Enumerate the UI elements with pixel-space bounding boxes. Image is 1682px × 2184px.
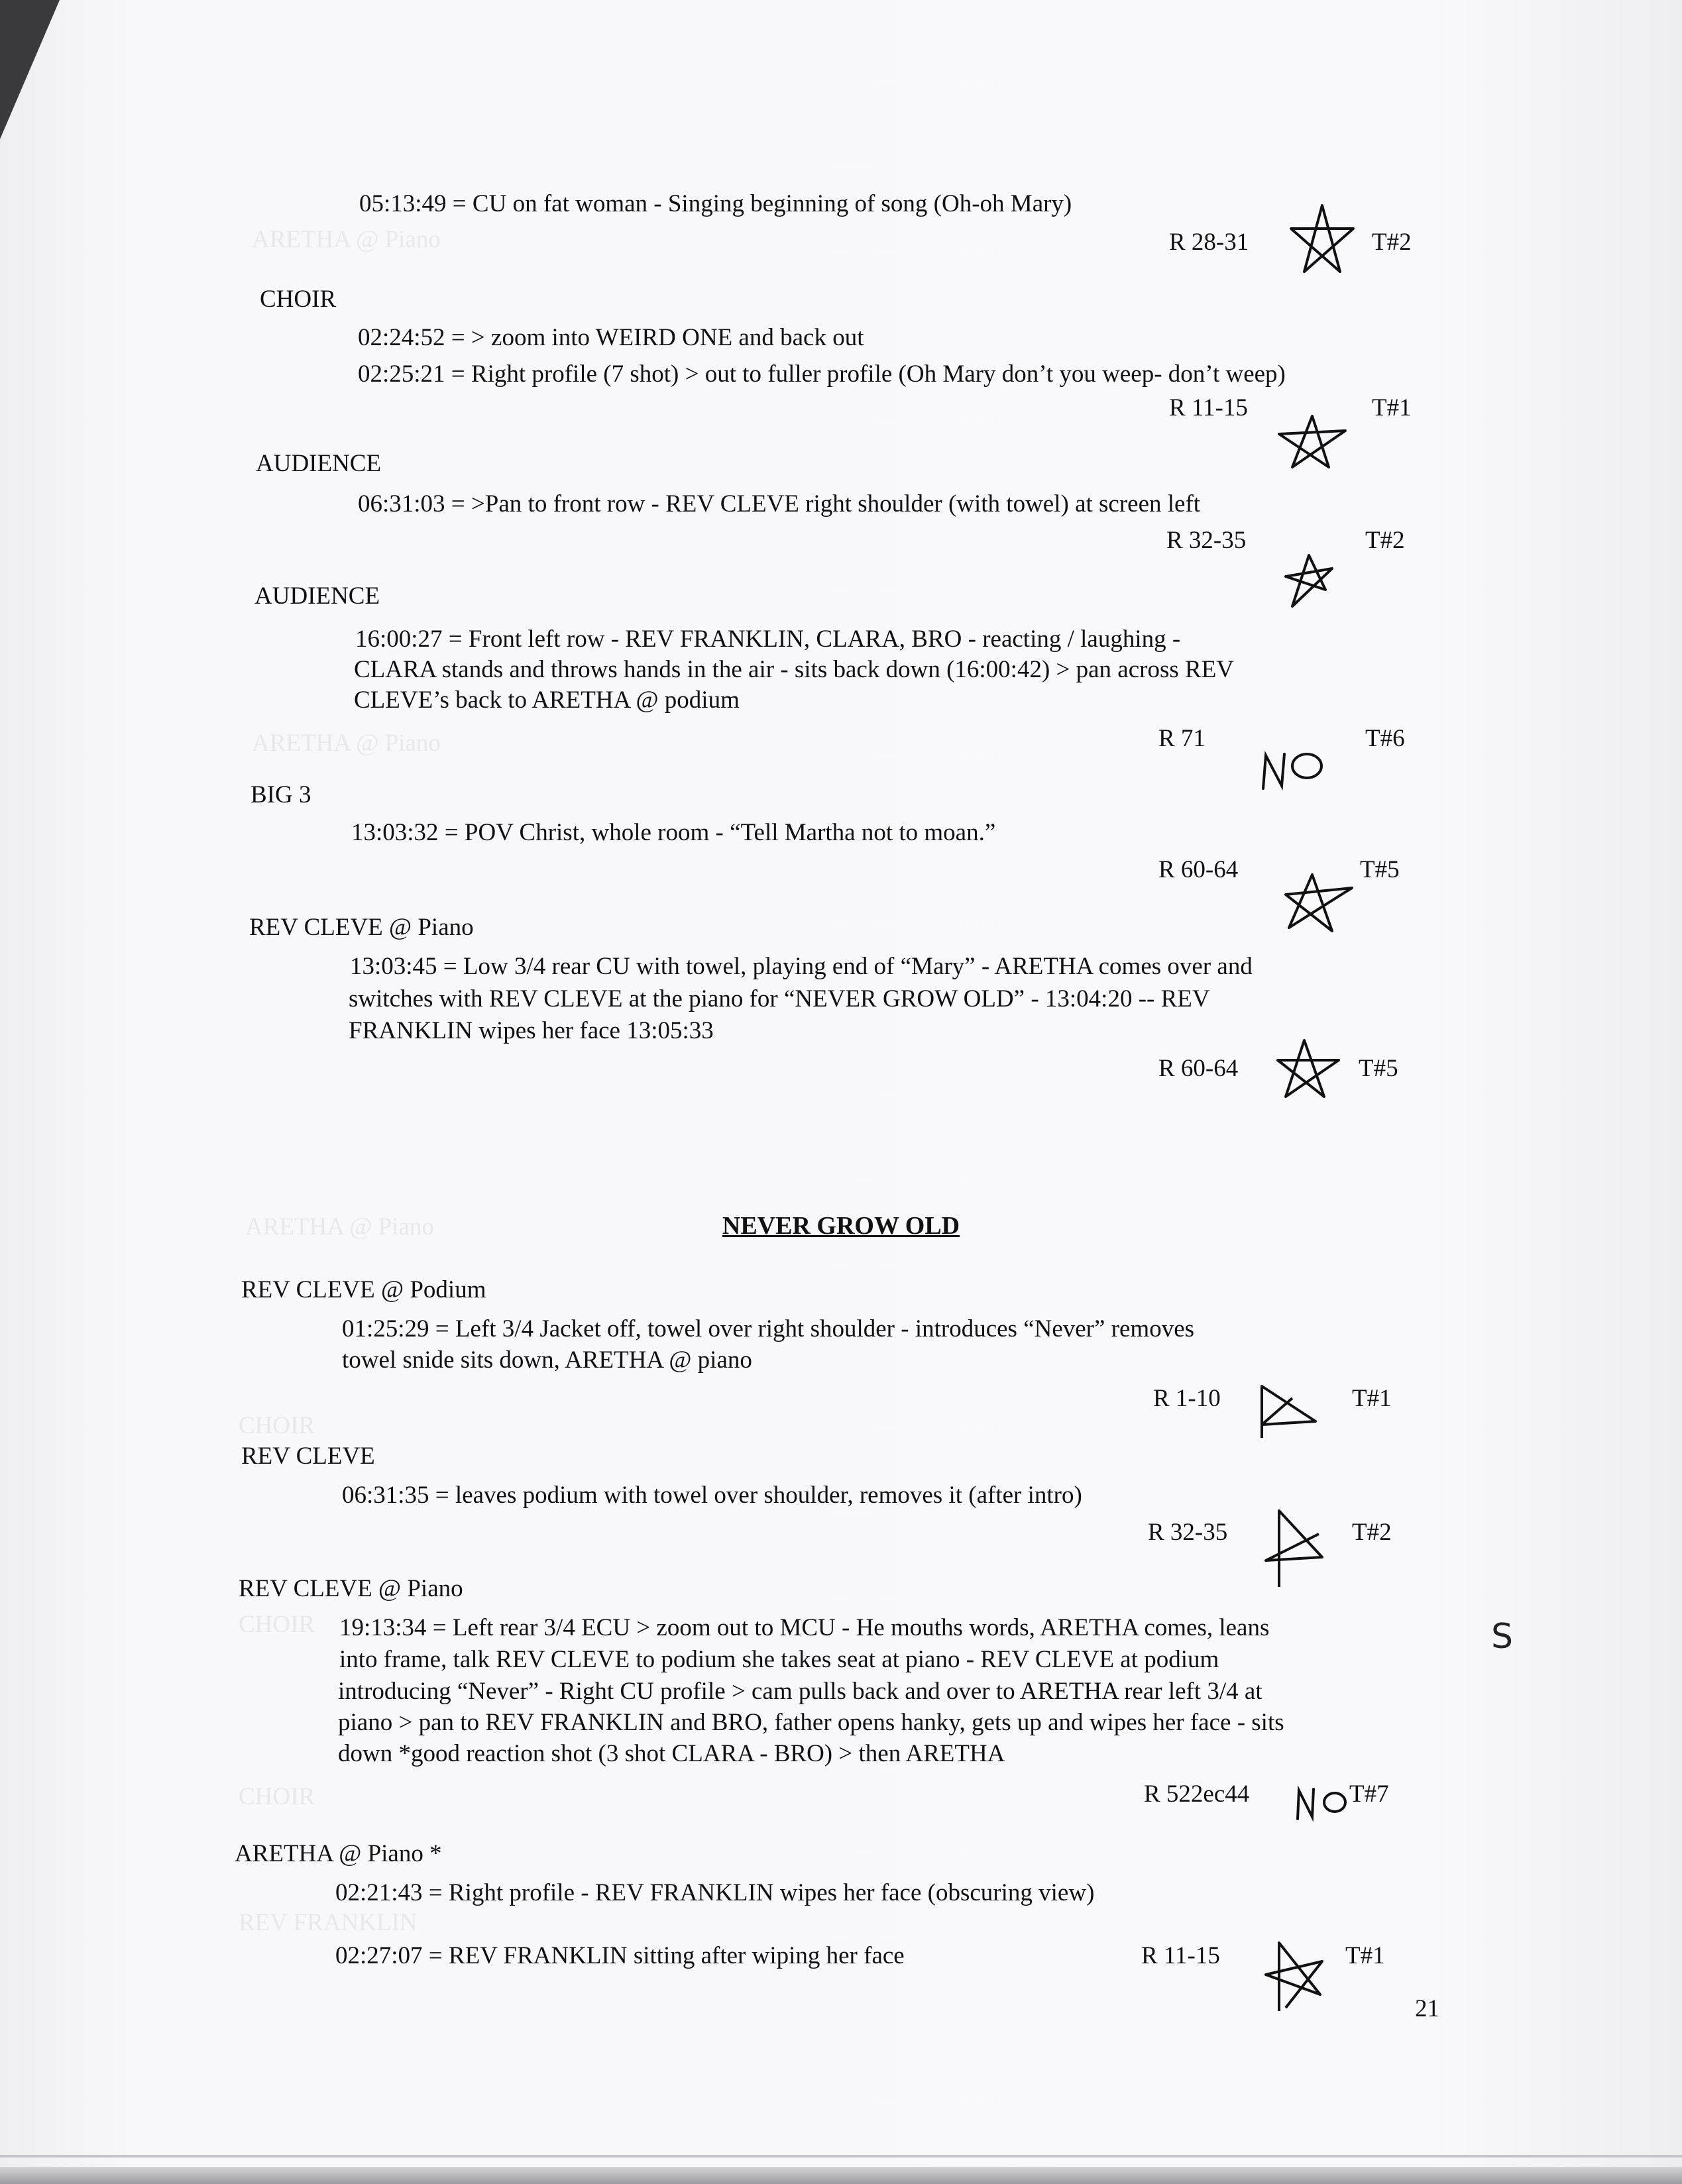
bleed-through-text: ARETHA @ Piano: [252, 730, 441, 757]
shot-line: 19:13:34 = Left rear 3/4 ECU > zoom out to MCU - He mouths words, ARETHA comes, leans: [339, 1614, 1270, 1641]
section-heading: AUDIENCE: [254, 582, 380, 610]
no-mark-icon: [1259, 742, 1332, 795]
tape-number: T#1: [1372, 394, 1412, 421]
shot-line: 13:03:32 = POV Christ, whole room - “Tell Martha not to moan.”: [351, 819, 996, 846]
shot-line: 13:03:45 = Low 3/4 rear CU with towel, playing end of “Mary” - ARETHA comes over and: [350, 953, 1253, 980]
shot-line: into frame, talk REV CLEVE to podium she takes seat at piano - REV CLEVE at podium: [339, 1646, 1219, 1673]
shot-line: introducing “Never” - Right CU profile > cam pulls back and over to ARETHA rear left 3/4 at: [338, 1678, 1262, 1705]
shot-line: piano > pan to REV FRANKLIN and BRO, father opens hanky, gets up and wipes her face - sits: [338, 1709, 1284, 1736]
tape-number: T#2: [1372, 229, 1412, 256]
section-heading: ARETHA @ Piano *: [235, 1840, 442, 1867]
scan-corner-shadow: [0, 0, 60, 139]
shot-line: 02:21:43 = Right profile - REV FRANKLIN wipes her face (obscuring view): [335, 1879, 1095, 1906]
bleed-through-text: CHOIR: [239, 1783, 315, 1810]
shot-line: switches with REV CLEVE at the piano for “NEVER GROW OLD” - 13:04:20 -- REV: [349, 985, 1210, 1012]
section-heading: REV CLEVE @ Podium: [241, 1276, 486, 1303]
star-mark-icon: [1286, 199, 1359, 278]
tape-number: T#6: [1365, 725, 1405, 752]
tape-number: T#2: [1365, 527, 1405, 554]
section-heading: REV CLEVE @ Piano: [239, 1575, 463, 1602]
tape-number: T#1: [1345, 1942, 1385, 1969]
star-mark-icon: [1279, 550, 1339, 610]
star-mark-icon: [1272, 1034, 1345, 1100]
no-mark-icon: [1294, 1782, 1353, 1822]
section-heading: REV CLEVE: [241, 1443, 375, 1470]
star-mark-icon: [1272, 411, 1352, 470]
shot-line: CLEVE’s back to ARETHA @ podium: [354, 686, 740, 714]
section-heading: AUDIENCE: [256, 450, 382, 477]
shot-line: 06:31:03 = >Pan to front row - REV CLEVE right shoulder (with towel) at screen left: [358, 490, 1201, 518]
handwritten-side-mark: S: [1491, 1617, 1514, 1657]
shot-line: 16:00:27 = Front left row - REV FRANKLIN, CLARA, BRO - reacting / laughing -: [355, 626, 1181, 653]
star-mark-icon: [1259, 1935, 1332, 2014]
bleed-through-text: CHOIR: [239, 1412, 315, 1439]
page-number: 21: [1415, 1995, 1439, 2022]
tape-number: T#1: [1352, 1385, 1392, 1412]
star-mark-icon: [1259, 1504, 1332, 1590]
reel-reference: R 11-15: [1169, 394, 1248, 421]
bleed-through-text: ARETHA @ Piano: [252, 226, 441, 253]
star-mark-icon: [1279, 861, 1359, 934]
tape-number: T#2: [1352, 1519, 1392, 1546]
section-heading: BIG 3: [251, 781, 311, 808]
shot-line: FRANKLIN wipes her face 13:05:33: [349, 1017, 714, 1044]
section-title: NEVER GROW OLD: [722, 1212, 960, 1240]
shot-line: 01:25:29 = Left 3/4 Jacket off, towel over right shoulder - introduces “Never” removes: [342, 1315, 1195, 1342]
reel-reference: R 1-10: [1153, 1385, 1221, 1412]
reel-reference: R 71: [1158, 725, 1205, 752]
shot-line: down *good reaction shot (3 shot CLARA - BRO) > then ARETHA: [338, 1740, 1005, 1767]
reel-reference: R 32-35: [1166, 527, 1247, 554]
reel-reference: R 32-35: [1148, 1519, 1228, 1546]
shot-line: 02:24:52 = > zoom into WEIRD ONE and back out: [358, 324, 864, 351]
reel-reference: R 11-15: [1141, 1942, 1220, 1969]
shot-line: 05:13:49 = CU on fat woman - Singing beginning of song (Oh-oh Mary): [359, 190, 1072, 217]
page-bottom-line: [0, 2155, 1682, 2157]
shot-line: 02:27:07 = REV FRANKLIN sitting after wiping her face: [335, 1942, 905, 1969]
tape-number: T#7: [1349, 1780, 1389, 1808]
page-bottom-edge: [0, 2167, 1682, 2184]
reel-reference: R 60-64: [1158, 856, 1239, 883]
bleed-through-text: ARETHA @ Piano: [245, 1213, 434, 1240]
star-mark-icon: [1253, 1378, 1325, 1445]
shot-line: towel snide sits down, ARETHA @ piano: [342, 1346, 752, 1374]
tape-number: T#5: [1360, 856, 1400, 883]
reel-reference: R 28-31: [1169, 229, 1249, 256]
reel-reference: R 522ec44: [1144, 1780, 1250, 1808]
bleed-through-text: CHOIR: [239, 1611, 315, 1638]
section-heading: CHOIR: [260, 286, 337, 313]
shot-line: CLARA stands and throws hands in the air - sits back down (16:00:42) > pan across REV: [354, 656, 1235, 683]
shot-line: 02:25:21 = Right profile (7 shot) > out to fuller profile (Oh Mary don’t you weep- don’t weep): [358, 360, 1286, 388]
tape-number: T#5: [1359, 1055, 1398, 1082]
shot-line: 06:31:35 = leaves podium with towel over shoulder, removes it (after intro): [342, 1482, 1082, 1509]
section-heading: REV CLEVE @ Piano: [249, 914, 474, 941]
bleed-through-text: REV FRANKLIN: [239, 1909, 418, 1936]
reel-reference: R 60-64: [1158, 1055, 1239, 1082]
